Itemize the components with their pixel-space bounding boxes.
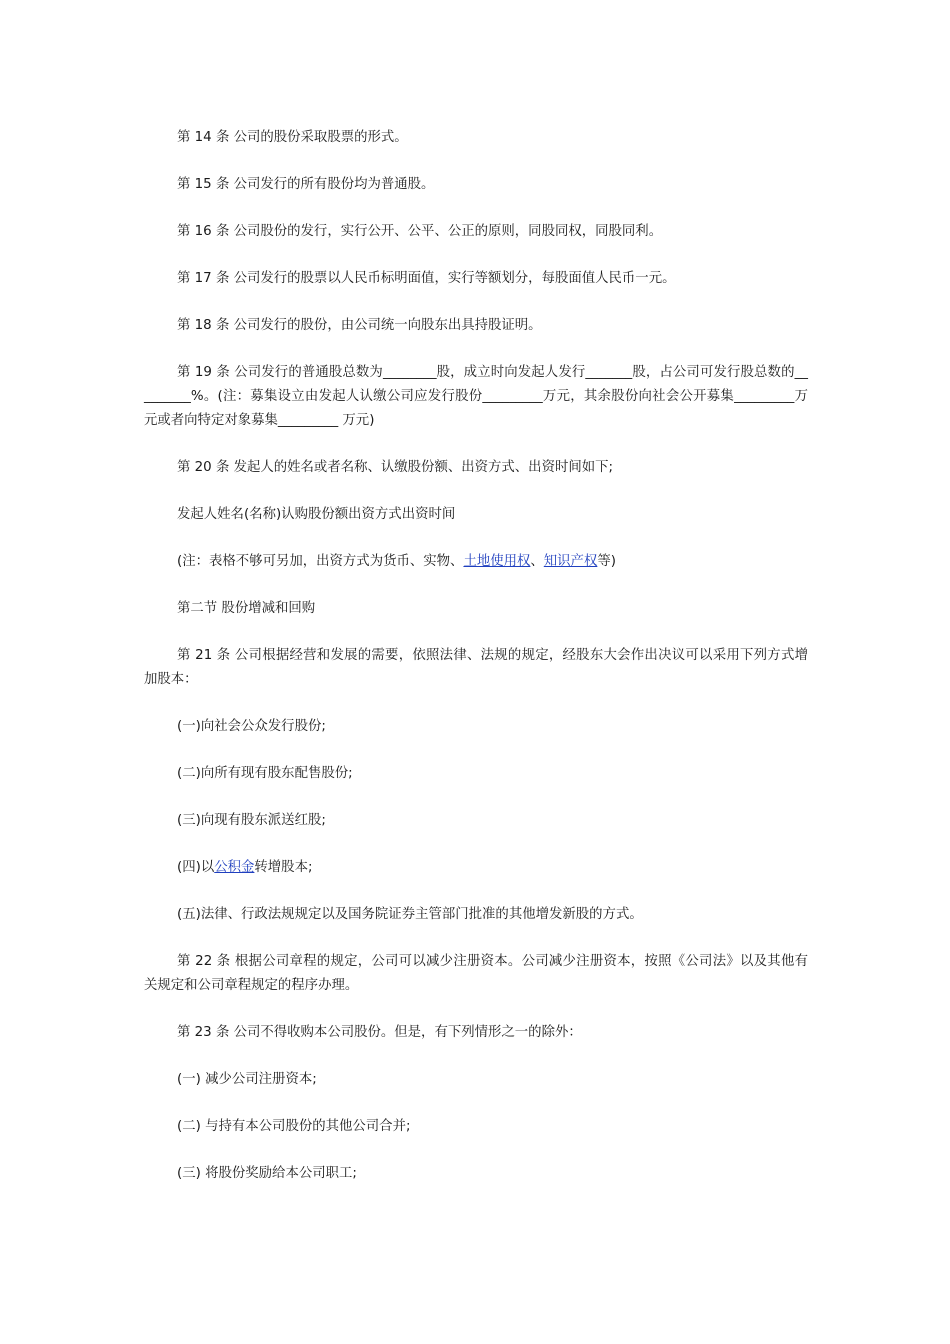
- section-title: 第二节 股份增减和回购: [177, 601, 316, 616]
- article-15: 第 15 条 公司发行的所有股份均为普通股。: [177, 177, 435, 192]
- note-separator: 、: [530, 554, 544, 569]
- article-23-item-1: (一) 减少公司注册资本;: [177, 1072, 317, 1087]
- article-16: 第 16 条 公司股份的发行，实行公开、公平、公正的原则，同股同权，同股同利。: [177, 224, 663, 239]
- land-use-right-link[interactable]: 土地使用权: [463, 554, 531, 569]
- article-21-item-2: (二)向所有现有股东配售股份;: [177, 766, 353, 781]
- article-23: 第 23 条 公司不得收购本公司股份。但是，有下列情形之一的除外：: [177, 1025, 582, 1040]
- founder-table-header: 发起人姓名(名称)认购股份额出资方式出资时间: [177, 507, 456, 522]
- item4-suffix: 转增股本;: [254, 860, 313, 875]
- item4-prefix: (四)以: [177, 860, 215, 875]
- article-21: 第 21 条 公司根据经营和发展的需要，依照法律、法规的规定，经股东大会作出决议可以采用下列方式增加股本：: [144, 648, 808, 687]
- article-19: 第 19 条 公司发行的普通股总数为________股，成立时向发起人发行_______股，占公司可发行股总数的_________%。(注：募集设立由发起人认缴公司应发行股份_________万元，其余股份向社会公开募集_________万元或者向特定对象募集_________ 万元): [144, 365, 808, 428]
- article-18: 第 18 条 公司发行的股份，由公司统一向股东出具持股证明。: [177, 318, 542, 333]
- article-14: 第 14 条 公司的股份采取股票的形式。: [177, 130, 408, 145]
- article-22: 第 22 条 根据公司章程的规定，公司可以减少注册资本。公司减少注册资本，按照《公司法》以及其他有关规定和公司章程规定的程序办理。: [144, 954, 808, 993]
- table-note: [144, 550, 808, 574]
- article-21-item-4: [144, 856, 808, 880]
- document-body: [144, 126, 808, 1209]
- article-23-item-2: (二) 与持有本公司股份的其他公司合并;: [177, 1119, 411, 1134]
- article-17: 第 17 条 公司发行的股票以人民币标明面值，实行等额划分，每股面值人民币一元。: [177, 271, 676, 286]
- note-suffix: 等): [597, 554, 616, 569]
- article-21-item-1: (一)向社会公众发行股份;: [177, 719, 326, 734]
- article-21-item-5: (五)法律、行政法规规定以及国务院证券主管部门批准的其他增发新股的方式。: [177, 907, 643, 922]
- article-20: 第 20 条 发起人的姓名或者名称、认缴股份额、出资方式、出资时间如下;: [177, 460, 614, 475]
- article-23-item-3: (三) 将股份奖励给本公司职工;: [177, 1166, 357, 1181]
- article-21-item-3: (三)向现有股东派送红股;: [177, 813, 326, 828]
- intellectual-property-link[interactable]: 知识产权: [543, 554, 598, 569]
- note-prefix: (注：表格不够可另加，出资方式为货币、实物、: [177, 554, 464, 569]
- reserve-fund-link[interactable]: 公积金: [214, 860, 255, 875]
